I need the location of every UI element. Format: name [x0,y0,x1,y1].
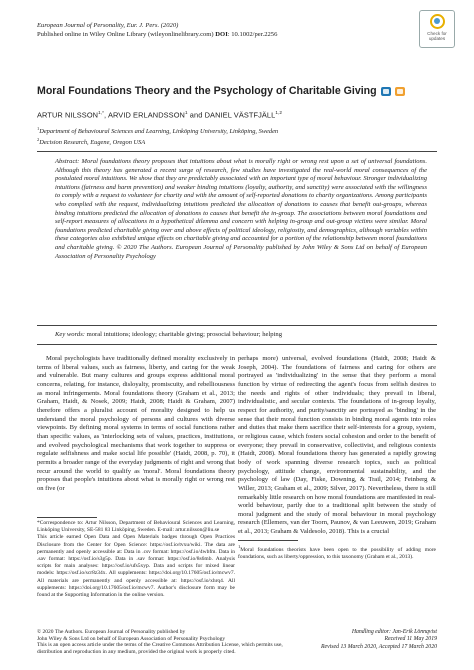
keywords [55,331,282,338]
affiliations [37,125,437,148]
keywords-label: Key words: [55,331,85,338]
copyright-line: John Wiley & Sons Ltd on behalf of European Association of Personality Psychology [37,635,226,642]
copyright-line: © 2020 The Authors. European Journal of Personality published by [37,629,186,635]
affiliation-marker: 1 [37,126,40,131]
author-name: DANIEL VÄSTFJÄLL [204,110,276,120]
keywords-text: moral intuitions; ideology; charitable giving; prosocial behaviour; helping [84,331,283,338]
affiliation-text: Department of Behavioural Sciences and Learning, Linköping University, Linköping, Sweden [39,128,279,136]
copyright-footer [37,629,287,655]
author-affiliation-marker: 1 [185,110,188,115]
author-list [37,110,282,119]
author-separator: and [187,110,205,120]
body-paragraph: perhaps more) universal, evolved foundations (Haidt, 2008; Haidt & Joseph, 2004). The foundations of fairness and caring for others are portrayed as 'individualizing' in the sense that they perform a moral function by virtue of redirecting the agent's focus from selfish desires to the needs and rights of other individuals; they prevail in liberal, individualistic, and secular contexts. The foundations of in-group loyalty, respect for authority, and purity/sanctity are portrayed as 'binding' in the sense that their moral function consists in binding moral agents into roles and duties that make them sacrifice their self-interests for a group, system, or religious cause, which fosters social cohesion and order to the benefit of everyone; they prevail in conservative, collectivist, and religious contexts (Haidt, 2008). Moral foundations theory has generated a rapidly growing body of work spanning diverse research topics, such as political psychology, attitude change, environmental sustainability, and the psychology of law (Day, Fiske, Downing, & Trail, 2014; Feinberg & Willer, 2013; Graham et al., 2009; Silver, 2017). Nevertheless, there is still remarkably little research on how moral foundations are manifested in real-world behaviour, partly due to a traditional split between the study of moral judgment and the study of moral behaviour in moral psychology research (Ellemers, van der Toorn, Paunov, & van Leeuwen, 2019; Graham et al., 2013; Graham & Valdesolo, 2018). This is a crucial [238,355,436,536]
footnote-rule [37,517,97,518]
crossmark-icon [430,14,445,29]
badge-line-2: updates [428,36,446,42]
footnote-marker: 1 [238,543,241,549]
received-date: Received 11 May 2019 [384,636,437,643]
doi-label: DOI [215,30,228,38]
article-title-row [37,85,447,97]
abstract-text: Moral foundations theory proposes that intuitions about what is morally right or wrong rest upon a set of universal foundations. Although this theory has generated a recent surge of research, few studies have investigated the real-world moral consequences of the postulated moral intuitions. We show that they are predictably associated with an important type of moral behaviour. Stronger individualizing intuitions (fairness and harm prevention) and weaker binding intuitions (loyalty, authority, and sanctity) were associated with the willingness to comply with a request to volunteer for charity and with the amount of self-reported donations to charity organizations. Among participants who complied with the request, individualizing intuitions predicted the allocation of donations to causes that benefit out-groups, whereas binding intuitions predicted the allocation of donations to causes that benefit the in-group. The associations between moral foundations and self-report measures of allocations in a hypothetical dilemma and concern with helping in-group and out-group victims were similar. Moral foundations predicted charitable giving over and above effects of political ideology, religiosity, and demographics, although variables within these categories also exhibited unique effects on charitable giving and accounted for a portion of the relationship between moral foundations and charitable giving. © 2020 The Authors. European Journal of Personality published by John Wiley & Sons Ltd on behalf of European Association of Personality Psychology [55,158,427,260]
keywords-top-rule [37,325,437,326]
affiliation-line [37,136,437,147]
journal-citation: European Journal of Personality, Eur. J. Pers. (2020) [37,22,179,29]
author-separator: , [104,110,108,120]
check-for-updates-badge[interactable] [419,10,455,48]
body-paragraph: Moral psychologists have traditionally defined morality exclusively in terms of liberal values, such as fairness, liberty, and caring for the weak and vulnerable. But many cultures and groups express additional moral concerns, relating, for instance, disloyalty, promiscuity, and rebelliousness as moral infringements. Moral foundations theory (Graham et al., 2013; Graham, Haidt, & Nosek, 2009; Haidt, 2008; Haidt & Graham, 2007) therefore offers a pluralist account of morality designed to help us understand the moral psychology of persons and cultures with diverse viewpoints. By defining moral systems in terms of social functions rather than specific values, as 'interlocking sets of values, practices, institutions, and evolved psychological mechanisms that work together to suppress or regulate selfishness and make social life possible' (Haidt, 2008, p. 70), it permits a broader range of the everyday judgments of right and wrong that recur around the world to qualify as 'moral'. Moral foundations theory proposes that people's intuitions about what is morally right or wrong rest on five (or [37,355,235,492]
author-affiliation-marker: 1,* [98,110,105,115]
handling-editor: Handling editor: Jan-Erik Lönnqvist [351,629,437,635]
published-line [37,31,377,40]
journal-header [37,22,377,39]
affiliation-marker: 2 [37,137,40,143]
footnote-rule [238,540,298,541]
revised-accepted-dates: Revised 13 March 2020, Accepted 17 March 2020 [320,643,437,650]
author-name: ARVID ERLANDSSON [107,110,185,120]
badge-line-1: Check for [427,31,447,36]
abstract [55,158,427,261]
open-materials-badge-icon[interactable] [395,87,405,96]
body-column-right [238,355,436,561]
author-affiliation-marker: 1,2 [275,110,283,115]
badge-label [427,31,447,41]
left-footnotes [37,517,235,599]
abstract-top-rule [37,151,437,152]
affiliation-text: Decision Research, Eugene, Oregon USA [39,139,146,147]
license-text: This is an open access article under the terms of the Creative Commons Attribution License, which permits use, distribution and reproduction in any medium, provided the original work is properly cited. [37,642,283,655]
body-column-left [37,355,235,494]
footnote-1 [238,543,436,561]
doi-value[interactable]: : 10.1002/per.2256 [227,30,278,38]
open-data-badge-icon[interactable] [381,87,391,96]
author-name: ARTUR NILSSON [37,110,99,120]
article-title: Moral Foundations Theory and the Psychology of Charitable Giving [37,85,377,97]
editorial-dates [300,629,437,651]
open-practices-footnote: This article earned Open Data and Open Materials badges through Open Practices Disclosure from the Center for Open Science: https://osf.io/tvxu/wiki. The data are permanently and openly accessible at: Data in .csv format: https://osf.io/4wbfm. Data in .sav format: https://osf.io/s3g5p. Data in .sav format: https://osf.io/8s6mb. Analysis scripts for main analyses: https://osf.io/ufs5xyp. Data and scripts for mixed linear models: https://osf.io/scr8z34x. All supplements: https://doi.org/10.17605/osf.io/mcwv7. All materials are permanently and openly accessible at: https://osf.io/xhrq4. All supplements: https://doi.org/10.17605/osf.io/mcwv7. Author's disclosure form may be found at the Supporting Information in the online version. [37,534,235,599]
keywords-bottom-rule [37,344,437,345]
footnote-text: Moral foundations theorists have been open to the possibility of adding more foundations, such as liberty/oppression, to this taxonomy (Graham et al., 2013). [238,546,436,560]
published-text: Published online in Wiley Online Library (wileyonlinelibrary.com) [37,30,214,38]
abstract-label: Abstract: [55,158,80,165]
affiliation-line [37,125,437,136]
correspondence-footnote: *Correspondence to: Artur Nilsson, Department of Behavioural Sciences and Learning, Linköping University, SE-581 83 Linköping, Sweden. E-mail: artur.nilsson@liu.se [37,520,235,534]
